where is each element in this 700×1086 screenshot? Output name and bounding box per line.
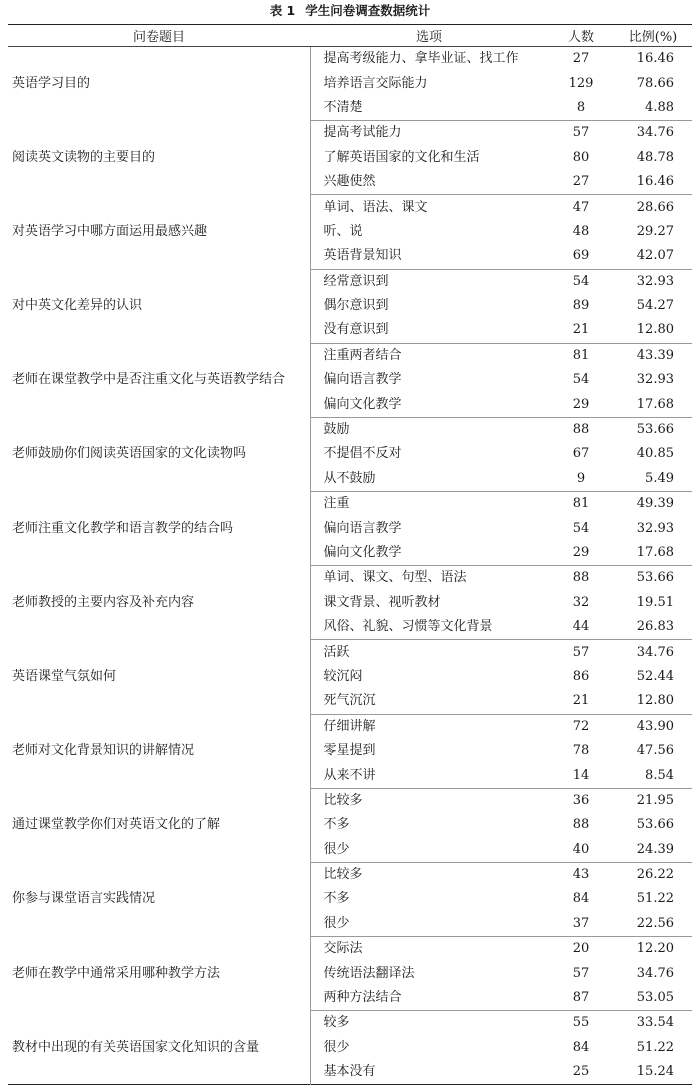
option-cell: 经常意识到 [323,273,389,289]
option-cell: 提高考试能力 [323,125,402,141]
header-row [8,25,692,47]
percent-cell: 34.76 [636,644,674,660]
count-cell: 57 [572,965,590,981]
option-cell: 了解英语国家的文化和生活 [323,149,480,165]
count-cell: 25 [572,1064,590,1080]
percent-cell: 48.78 [636,149,674,165]
count-cell: 81 [572,496,590,512]
percent-cell: 51.22 [636,891,674,907]
option-cell: 仔细讲解 [323,718,376,734]
option-cell: 较多 [323,1015,350,1031]
percent-cell: 42.07 [614,244,692,269]
table-row [8,492,692,517]
question-cell: 通过课堂教学你们对英语文化的了解 [8,788,310,862]
count-cell: 84 [572,1039,590,1055]
percent-cell: 51.22 [636,1039,674,1055]
question-cell: 阅读英文读物的主要目的 [8,121,310,195]
count-cell: 69 [548,244,614,269]
option-cell: 培养语言交际能力 [323,75,428,91]
question-cell: 教材中出现的有关英语国家文化知识的含量 [8,1011,310,1085]
count-cell: 21 [548,318,614,343]
option-cell: 死气沉沉 [310,689,548,714]
percent-cell: 33.54 [636,1015,674,1031]
percent-cell: 24.39 [614,838,692,863]
table-row [8,1011,692,1036]
table-row [8,862,692,887]
percent-cell: 12.80 [614,689,692,714]
option-cell: 偏向文化教学 [310,541,548,566]
percent-cell: 54.27 [636,298,674,314]
percent-cell: 47.56 [636,743,674,759]
option-cell: 从来不讲 [310,763,548,788]
question-cell: 老师教授的主要内容及补充内容 [8,566,310,640]
option-cell: 偏向语言教学 [323,372,402,388]
percent-cell: 29.27 [636,223,674,239]
option-cell: 鼓励 [323,422,350,438]
option-cell: 风俗、礼貌、习惯等文化背景 [310,615,548,640]
count-cell: 78 [572,743,590,759]
count-cell: 54 [572,372,590,388]
count-cell: 44 [548,615,614,640]
count-cell: 57 [572,644,590,660]
option-cell: 课文背景、视听教材 [323,594,441,610]
option-cell: 单词、语法、课文 [323,199,428,215]
percent-cell: 32.93 [636,273,674,289]
percent-cell: 26.83 [614,615,692,640]
table-row [8,417,692,442]
percent-cell: 34.76 [636,965,674,981]
percent-cell: 19.51 [636,594,674,610]
count-cell: 86 [572,668,590,684]
count-cell: 84 [572,891,590,907]
option-cell: 不提倡不反对 [323,446,402,462]
percent-cell: 15.24 [636,1064,674,1080]
option-cell: 交际法 [323,941,363,957]
count-cell: 21 [548,689,614,714]
count-cell: 40 [548,838,614,863]
question-cell: 老师对文化背景知识的讲解情况 [8,714,310,788]
option-cell: 不清楚 [310,96,548,121]
percent-cell: 78.66 [636,75,674,91]
option-cell: 活跃 [323,644,350,660]
option-cell: 基本没有 [323,1064,376,1080]
count-cell: 80 [572,149,590,165]
percent-cell: 16.46 [614,170,692,195]
table-title: 学生问卷调查数据统计 [305,3,431,18]
count-cell: 48 [572,223,590,239]
option-cell: 两种方法结合 [310,986,548,1011]
count-cell: 47 [572,199,590,215]
option-cell: 很少 [323,1039,350,1055]
count-cell: 14 [548,763,614,788]
count-cell: 81 [572,347,590,363]
count-cell: 27 [572,51,590,67]
option-cell: 比较多 [323,867,363,883]
percent-cell: 28.66 [636,199,674,215]
count-cell: 37 [548,912,614,937]
percent-cell: 26.22 [636,867,674,883]
percent-cell: 53.66 [636,422,674,438]
percent-cell: 22.56 [614,912,692,937]
option-cell: 偏向文化教学 [310,392,548,417]
option-cell: 传统语法翻译法 [323,965,415,981]
table-caption [0,0,700,22]
count-cell: 32 [572,594,590,610]
table-body [8,47,692,1085]
percent-cell: 52.44 [636,668,674,684]
option-cell: 注重 [323,496,350,512]
question-cell: 老师鼓励你们阅读英语国家的文化读物吗 [8,417,310,491]
table-row [8,343,692,368]
percent-cell: 32.93 [636,520,674,536]
count-cell: 55 [572,1015,590,1031]
count-cell: 36 [572,792,590,808]
table-row [8,640,692,665]
count-cell: 20 [572,941,590,957]
option-cell: 偶尔意识到 [323,298,389,314]
table-row [8,937,692,962]
header-question: 问卷题目 [8,25,310,47]
percent-cell: 21.95 [636,792,674,808]
table-row [8,788,692,813]
option-cell: 注重两者结合 [323,347,402,363]
count-cell: 88 [572,570,590,586]
percent-cell: 32.93 [636,372,674,388]
table-row [8,269,692,294]
percent-cell: 17.68 [614,392,692,417]
option-cell: 听、说 [323,223,363,239]
header-percent: 比例(%) [614,25,692,47]
option-cell: 比较多 [323,792,363,808]
table-row [8,714,692,739]
count-cell: 54 [572,520,590,536]
option-cell: 提高考级能力、拿毕业证、找工作 [323,51,519,67]
percent-cell: 4.88 [614,96,692,121]
count-cell: 87 [548,986,614,1011]
count-cell: 88 [572,817,590,833]
option-cell: 从不鼓励 [310,467,548,492]
count-cell: 88 [572,422,590,438]
table-row [8,47,692,72]
count-cell: 72 [572,718,590,734]
count-cell: 57 [572,125,590,141]
option-cell: 偏向语言教学 [323,520,402,536]
question-cell: 对中英文化差异的认识 [8,269,310,343]
survey-table [8,24,692,1085]
question-cell: 你参与课堂语言实践情况 [8,862,310,936]
percent-cell: 12.80 [614,318,692,343]
option-cell: 没有意识到 [310,318,548,343]
percent-cell: 43.90 [636,718,674,734]
header-option: 选项 [310,25,548,47]
header-count: 人数 [548,25,614,47]
question-cell: 英语课堂气氛如何 [8,640,310,714]
count-cell: 43 [572,867,590,883]
question-cell: 英语学习目的 [8,47,310,121]
percent-cell: 43.39 [636,347,674,363]
option-cell: 不多 [323,817,350,833]
option-cell: 英语背景知识 [310,244,548,269]
table-row [8,121,692,146]
count-cell: 27 [548,170,614,195]
percent-cell: 12.20 [636,941,674,957]
count-cell: 8 [548,96,614,121]
percent-cell: 53.66 [636,570,674,586]
count-cell: 67 [572,446,590,462]
percent-cell: 16.46 [636,51,674,67]
table-row [8,566,692,591]
table-row [8,195,692,220]
percent-cell: 17.68 [614,541,692,566]
option-cell: 单词、课文、句型、语法 [323,570,467,586]
count-cell: 29 [548,541,614,566]
option-cell: 不多 [323,891,350,907]
question-cell: 老师在教学中通常采用哪种教学方法 [8,937,310,1011]
count-cell: 54 [572,273,590,289]
count-cell: 9 [548,467,614,492]
option-cell: 较沉闷 [323,668,363,684]
count-cell: 129 [568,75,594,91]
question-cell: 老师注重文化教学和语言教学的结合吗 [8,492,310,566]
count-cell: 29 [548,392,614,417]
percent-cell: 40.85 [636,446,674,462]
percent-cell: 49.39 [636,496,674,512]
percent-cell: 53.66 [636,817,674,833]
percent-cell: 5.49 [614,467,692,492]
percent-cell: 8.54 [614,763,692,788]
question-cell: 对英语学习中哪方面运用最感兴趣 [8,195,310,269]
option-cell: 很少 [310,838,548,863]
question-cell: 老师在课堂教学中是否注重文化与英语教学结合 [8,343,310,417]
table-number: 表 1 [269,3,296,18]
option-cell: 兴趣使然 [310,170,548,195]
percent-cell: 53.05 [614,986,692,1011]
count-cell: 89 [572,298,590,314]
percent-cell: 34.76 [636,125,674,141]
option-cell: 很少 [310,912,548,937]
option-cell: 零星提到 [323,743,376,759]
